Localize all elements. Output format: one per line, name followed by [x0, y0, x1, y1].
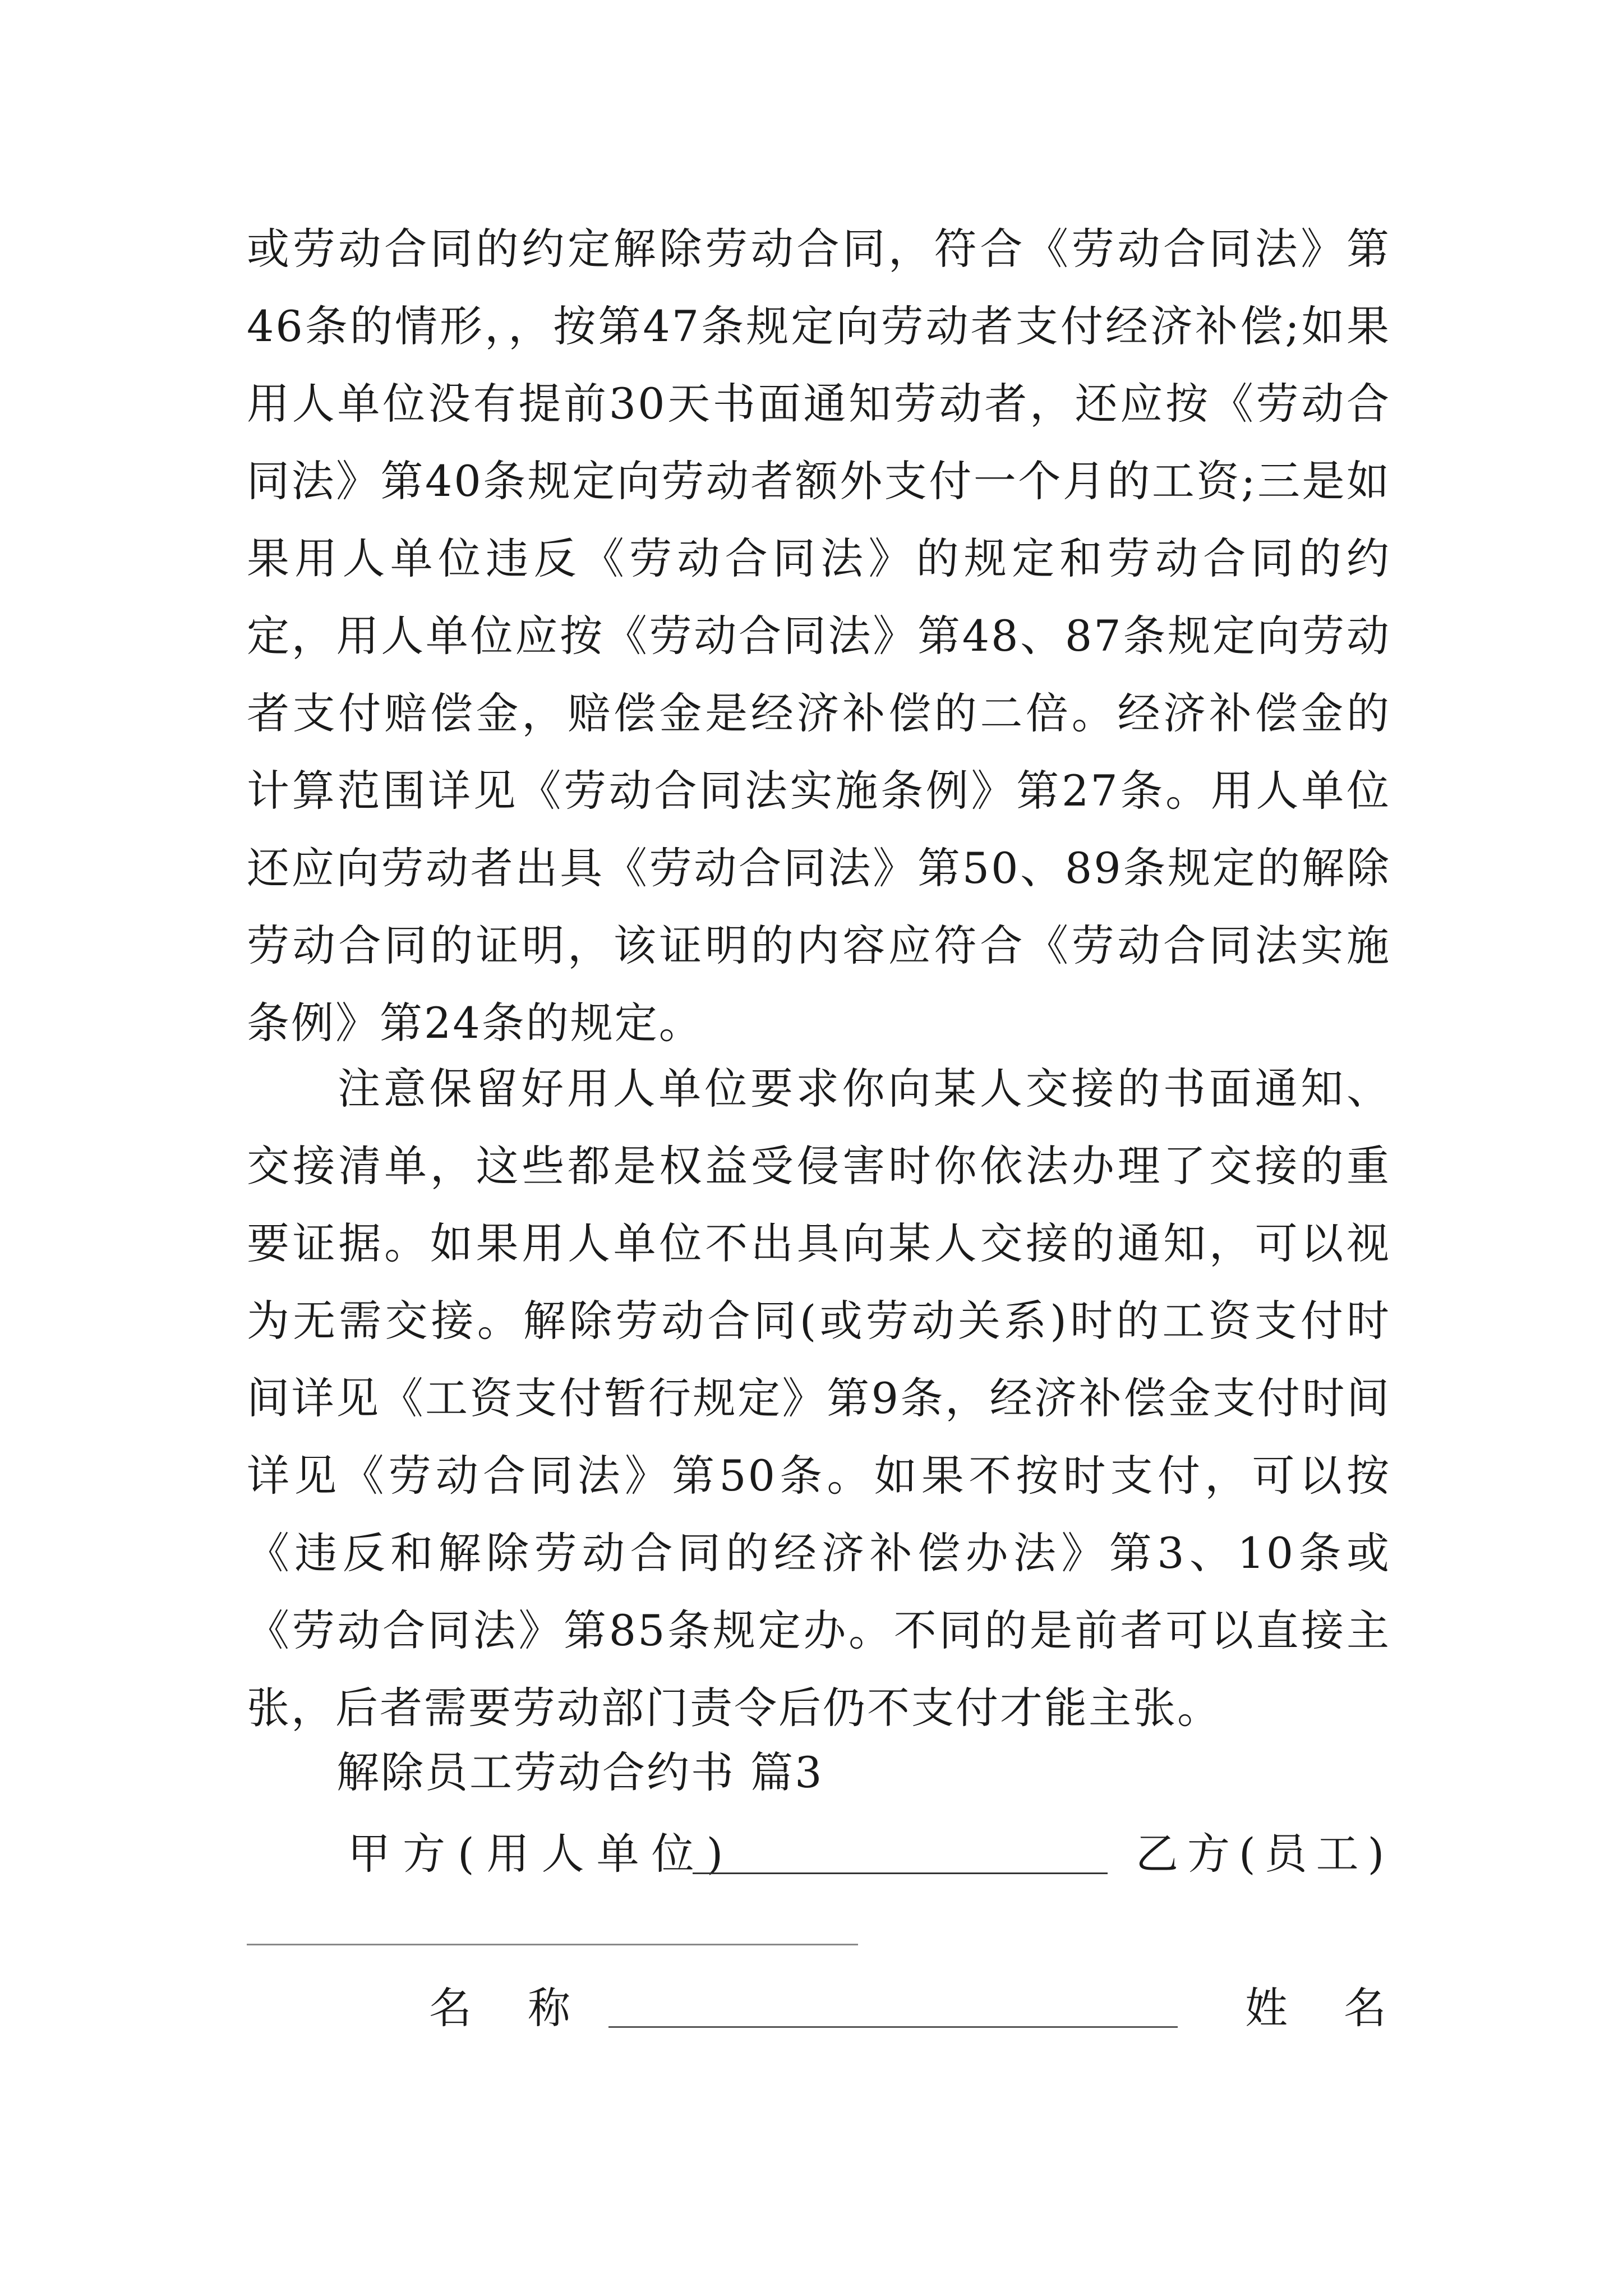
party-b-blank-line: [247, 1944, 858, 1945]
party-b-label: 乙方(员工): [1136, 1829, 1394, 1879]
body-paragraph-1: 或劳动合同的约定解除劳动合同，符合《劳动合同法》第46条的情形，，按第47条规定向劳动者支付经济补偿;如果用人单位没有提前30天书面通知劳动者，还应按《劳动合同法》第40条规定向劳动者额外支付一个月的工资;三是如果用人单位违反《劳动合同法》的规定和劳动合同的约定，用人单位应按《劳动合同法》第48、87条规定向劳动者支付赔偿金，赔偿金是经济补偿的二倍。经济补偿金的计算范围详见《劳动合同法实施条例》第27条。用人单位还应向劳动者出具《劳动合同法》第50、89条规定的解除劳动合同的证明，该证明的内容应符合《劳动合同法实施条例》第24条的规定。: [247, 224, 1391, 1048]
party-a-blank-line: [693, 1872, 1108, 1874]
company-name-blank-line: [608, 2026, 1178, 2028]
section-title: 解除员工劳动合约书 篇3: [336, 1747, 824, 1797]
company-name-label: 名称: [429, 1983, 626, 2033]
body-paragraph-2: 注意保留好用人单位要求你向某人交接的书面通知、交接清单，这些都是权益受侵害时你依法办理了交接的重要证据。如果用人单位不出具向某人交接的通知，可以视为无需交接。解除劳动合同(或劳动关系)时的工资支付时间详见《工资支付暂行规定》第9条，经济补偿金支付时间详见《劳动合同法》第50条。如果不按时支付，可以按《违反和解除劳动合同的经济补偿办法》第3、10条或《劳动合同法》第85条规定办。不同的是前者可以直接主张，后者需要劳动部门责令后仍不支付才能主张。: [247, 1064, 1391, 1733]
employee-name-label: 姓名: [1245, 1983, 1442, 2033]
party-a-label: 甲方(用人单位): [348, 1829, 736, 1879]
